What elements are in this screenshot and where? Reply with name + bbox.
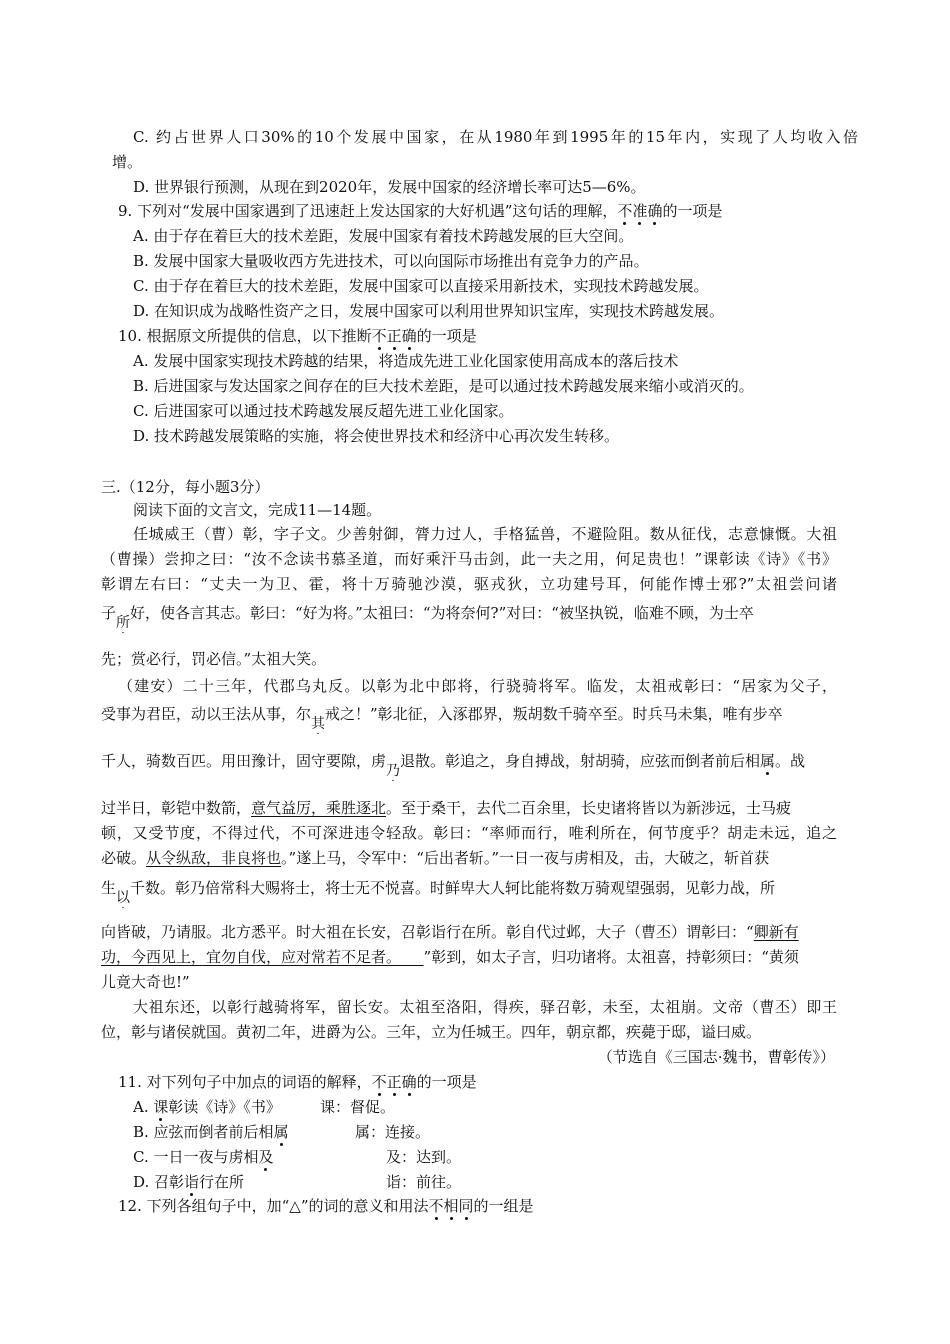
passage-p1-line2: （曹操）尝抑之曰：“汝不念读书慕圣道，而好乘汗马击剑，此一夫之用，何足贵也！”课彰读《诗》《书》 — [101, 550, 837, 568]
q8-option-c-line1: C. 约占世界人口30%的10个发展中国家，在从1980年到1995年的15年内，实现了人均收入倍 — [133, 128, 858, 146]
q9-option-d: D. 在知识成为战略性资产之日，发展中国家可以利用世界知识宝库，实现技术跨越发展。 — [133, 302, 725, 320]
q10-option-c: C. 后进国家可以通过技术跨越发展反超先进工业化国家。 — [133, 402, 514, 420]
q11-option-a-gloss: 课：督促。 — [320, 1098, 396, 1116]
emphasis-dot: 不 — [371, 1073, 387, 1091]
emphasis-dot: 同 — [458, 1197, 474, 1215]
q10-option-a: A. 发展中国家实现技术跨越的结果，将造成先进工业化国家使用高成本的落后技术 — [133, 352, 679, 370]
passage-p2-line7: 生以 Δ千数。彰乃倍常科大赐将士，将士无不悦喜。时鲜卑大人轲比能将数万骑观望强弱，见彰力战，所 — [101, 878, 837, 908]
passage-p2-line10: 儿竟大奇也!” — [101, 973, 190, 991]
q8-option-d: D. 世界银行预测，从现在到2020年，发展中国家的经济增长率可达5—6%。 — [133, 178, 646, 196]
passage-p2-line4: 过半日，彰铠中数箭，意气益厉，乘胜逐北。至于桑干，去代二百余里，长史诸将皆以为新涉远，士马疲 — [101, 799, 792, 817]
emphasis-dot: 属 — [760, 752, 776, 770]
q9-stem: 9. 下列对“发展中国家遇到了迅速赶上发达国家的大好机遇”这句话的理解，不准确的一项是 — [118, 202, 723, 220]
emphasis-dot: 确 — [401, 1073, 417, 1091]
emphasis-dot: 确 — [401, 327, 417, 345]
q11-option-d: D. 召彰诣行在所 — [133, 1173, 245, 1191]
emphasis-dot: 不 — [371, 327, 387, 345]
emphasis-dot: 课 — [153, 1098, 169, 1116]
emphasis-dot: 及 — [604, 849, 620, 867]
emphasis-dot: 不 — [617, 202, 633, 220]
q11-stem: 11. 对下列句子中加点的词语的解释，不正确的一项是 — [118, 1073, 477, 1091]
passage-p2-line8: 向皆破，乃请服。北方悉平。时大祖在长安，召彰诣行在所。彰自代过邺，大子（曹丕）谓彰曰：“卿新有 — [101, 923, 799, 941]
q9-option-a: A. 由于存在着巨大的技术差距，发展中国家有着技术跨越发展的巨大空间。 — [133, 227, 634, 245]
triangle-mark: 以 Δ — [116, 888, 130, 908]
underlined-phrase: 意气益厉，乘胜逐北 — [251, 799, 387, 817]
q10-stem: 10. 根据原文所提供的信息，以下推断不正确的一项是 — [118, 327, 477, 345]
passage-p3-line2: 位，彰与诸侯就国。黄初二年，进爵为公。三年，立为任城王。四年，朝京都，疾薨于邸，谥曰威。 — [101, 1023, 762, 1041]
passage-p1-line4: 子所 Δ好，使各言其志。彰曰：“好为将。”太祖曰：“为将奈何?”对曰：“被坚执锐，临难不顾，为士卒 — [101, 603, 837, 633]
q11-option-a: A. 课彰读《诗》《书》 — [133, 1098, 281, 1116]
emphasis-dot: 准 — [632, 202, 648, 220]
emphasis-dot: 相 — [443, 1197, 459, 1215]
q8-option-c-line2: 增。 — [112, 153, 143, 171]
q11-option-c: C. 一日一夜与虏相及 — [133, 1148, 274, 1166]
q9-option-c: C. 由于存在着巨大的技术差距，发展中国家可以直接采用新技术，实现技术跨越发展。 — [133, 277, 709, 295]
section-3-intro: 阅读下面的文言文，完成11—14题。 — [133, 501, 382, 519]
q11-option-b-gloss: 属：连接。 — [355, 1123, 431, 1141]
q12-stem: 12. 下列各组句子中，加“△”的词的意义和用法不相同的一组是 — [118, 1197, 534, 1215]
section-3-header: 三.（12分，每小题3分） — [101, 478, 270, 496]
underlined-phrase: 功，今西见上，宜勿自伐，应对常若不足者。 — [101, 948, 394, 966]
emphasis-dot: 不 — [428, 1197, 444, 1215]
q11-option-c-gloss: 及：达到。 — [386, 1148, 462, 1166]
passage-p3-line1: 大祖东还，以彰行越骑将军，留长安。太祖至洛阳，得疾，驿召彰，未至，太祖崩。文帝（曹丕）即王 — [133, 998, 837, 1016]
triangle-mark: 其 Δ — [311, 714, 325, 734]
emphasis-dot: 及 — [258, 1148, 274, 1166]
passage-p2-line9: 功，今西见上，宜勿自伐，应对常若不足者。 ”彰到，如太子言，归功诸将。太祖喜，持彰须曰：“黄须 — [101, 948, 799, 966]
q10-option-b: B. 后进国家与发达国家之间存在的巨大技术差距，是可以通过技术跨越发展来缩小或消灭的。 — [133, 377, 754, 395]
passage-source: （节选自《三国志·魏书，曹彰传》） — [597, 1048, 835, 1066]
passage-p1-line5: 先；赏必行，罚必信。”太祖大笑。 — [101, 650, 327, 668]
emphasis-dot: 正 — [386, 327, 402, 345]
passage-p2-line1: （建安）二十三年，代郡乌丸反。以彰为北中郎将，行骁骑将军。临发，太祖戒彰曰：“居家为父子， — [118, 677, 837, 695]
triangle-mark: 乃 Δ — [386, 761, 400, 781]
emphasis-dot: 诣 — [431, 923, 447, 941]
underlined-phrase: 从令纵敌，非良将也 — [146, 849, 282, 867]
emphasis-dot: 确 — [647, 202, 663, 220]
emphasis-dot: 诣 — [184, 1173, 200, 1191]
q10-option-d: D. 技术跨越发展策略的实施，将会使世界技术和经济中心再次发生转移。 — [133, 427, 620, 445]
passage-p1-line1: 任城威王（曹）彰，字子文。少善射御，膂力过人，手格猛兽，不避险阻。数从征伐，志意慷慨。大祖 — [133, 525, 837, 543]
underline-gap — [394, 948, 424, 966]
passage-p2-line6: 必破。从令纵敌，非良将也。”遂上马，令军中：“后出者斩。”一日一夜与虏相及，击，大破之，斩首获 — [101, 849, 770, 867]
emphasis-dot: 属 — [273, 1123, 289, 1141]
q11-option-b: B. 应弦而倒者前后相属 — [133, 1123, 289, 1141]
passage-p1-line3: 彰谓左右曰：“丈夫一为卫、霍，将十万骑驰沙漠，驱戎狄，立功建号耳，何能作博士邪?”太祖尝问诸 — [101, 575, 837, 593]
passage-p2-line3: 千人，骑数百匹。用田豫计，固守要隙，虏乃 Δ退散。彰追之，身自搏战，射胡骑，应弦而倒者前后相属。战 — [101, 751, 837, 781]
triangle-mark: 所 Δ — [116, 613, 130, 633]
passage-p2-line2: 受事为君臣，动以王法从事，尔其 Δ戒之！”彰北征，入涿郡界，叛胡数千骑卒至。时兵马未集，唯有步卒 — [101, 704, 837, 734]
passage-p2-line5: 顿，又受节度，不得过代，不可深进违令轻敌。彰曰：“率师而行，唯利所在，何节度乎？胡走未远，追之 — [101, 824, 837, 842]
emphasis-dot: 正 — [386, 1073, 402, 1091]
underlined-phrase: 卿新有 — [753, 923, 799, 941]
q11-option-d-gloss: 诣：前往。 — [386, 1173, 462, 1191]
q9-option-b: B. 发展中国家大量吸收西方先进技术，可以向国际市场推出有竞争力的产品。 — [133, 252, 649, 270]
